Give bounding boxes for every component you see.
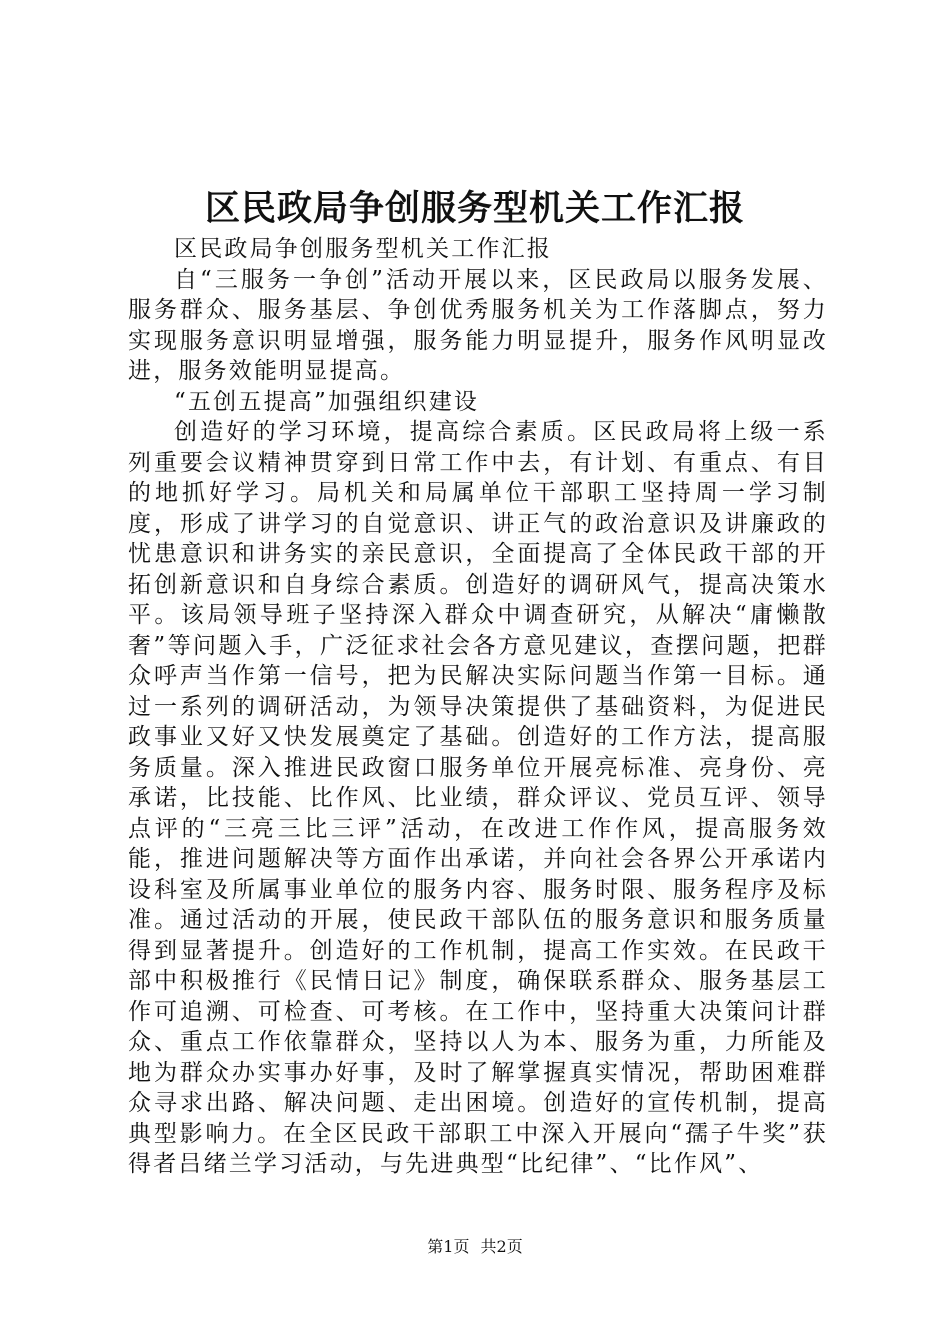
page-number: 第1页 [427, 1237, 470, 1256]
document-title: 区民政局争创服务型机关工作汇报 [204, 188, 745, 229]
paragraph-main: 创造好的学习环境，提高综合素质。区民政局将上级一系列重要会议精神贯穿到日常工作中去，有计划、有重点、有目的地抓好学习。局机关和局属单位干部职工坚持周一学习制度，形成了讲学习的自觉意识、讲正气的政治意识及讲廉政的忧患意识和讲务实的亲民意识，全面提高了全体民政干部的开拓创新意识和自身综合素质。创造好的调研风气，提高决策水平。该局领导班子坚持深入群众中调查研究，从解决“庸懒散奢”等问题入手，广泛征求社会各方意见建议，查摆问题，把群众呼声当作第一信号，把为民解决实际问题当作第一目标。通过一系列的调研活动，为领导决策提供了基础资料，为促进民政事业又好又快发展奠定了基础。创造好的工作方法，提高服务质量。深入推进民政窗口服务单位开展亮标准、亮身份、亮承诺，比技能、比作风、比业绩，群众评议、党员互评、领导点评的“三亮三比三评”活动，在改进工作作风，提高服务效能，推进问题解决等方面作出承诺，并向社会各界公开承诺内设科室及所属事业单位的服务内容、服务时限、服务程序及标准。通过活动的开展，使民政干部队伍的服务意识和服务质量得到显著提升。创造好的工作机制，提高工作实效。在民政干部中积极推行《民情日记》制度，确保联系群众、服务基层工作可追溯、可检查、可考核。在工作中，坚持重大决策问计群众、重点工作依靠群众，坚持以人为本、服务为重，力所能及地为群众办实事办好事，及时了解掌握真实情况，帮助困难群众寻求出路、解决问题、走出困境。创造好的宣传机制，提高典型影响力。在全区民政干部职工中深入开展向“孺子牛奖”获得者吕绪兰学习活动，与先进典型“比纪律”、“比作风”、 [128, 419, 828, 1177]
page-footer [0, 1236, 950, 1258]
section-heading: “五创五提高”加强组织建设 [174, 388, 480, 415]
document-body [128, 234, 828, 1180]
page-total: 共2页 [480, 1237, 523, 1256]
paragraph-intro: 自“三服务一争创”活动开展以来，区民政局以服务发展、服务群众、服务基层、争创优秀服务机关为工作落脚点，努力实现服务意识明显增强，服务能力明显提升，服务作风明显改进，服务效能明显提高。 [128, 266, 828, 384]
document-subtitle: 区民政局争创服务型机关工作汇报 [174, 236, 552, 262]
